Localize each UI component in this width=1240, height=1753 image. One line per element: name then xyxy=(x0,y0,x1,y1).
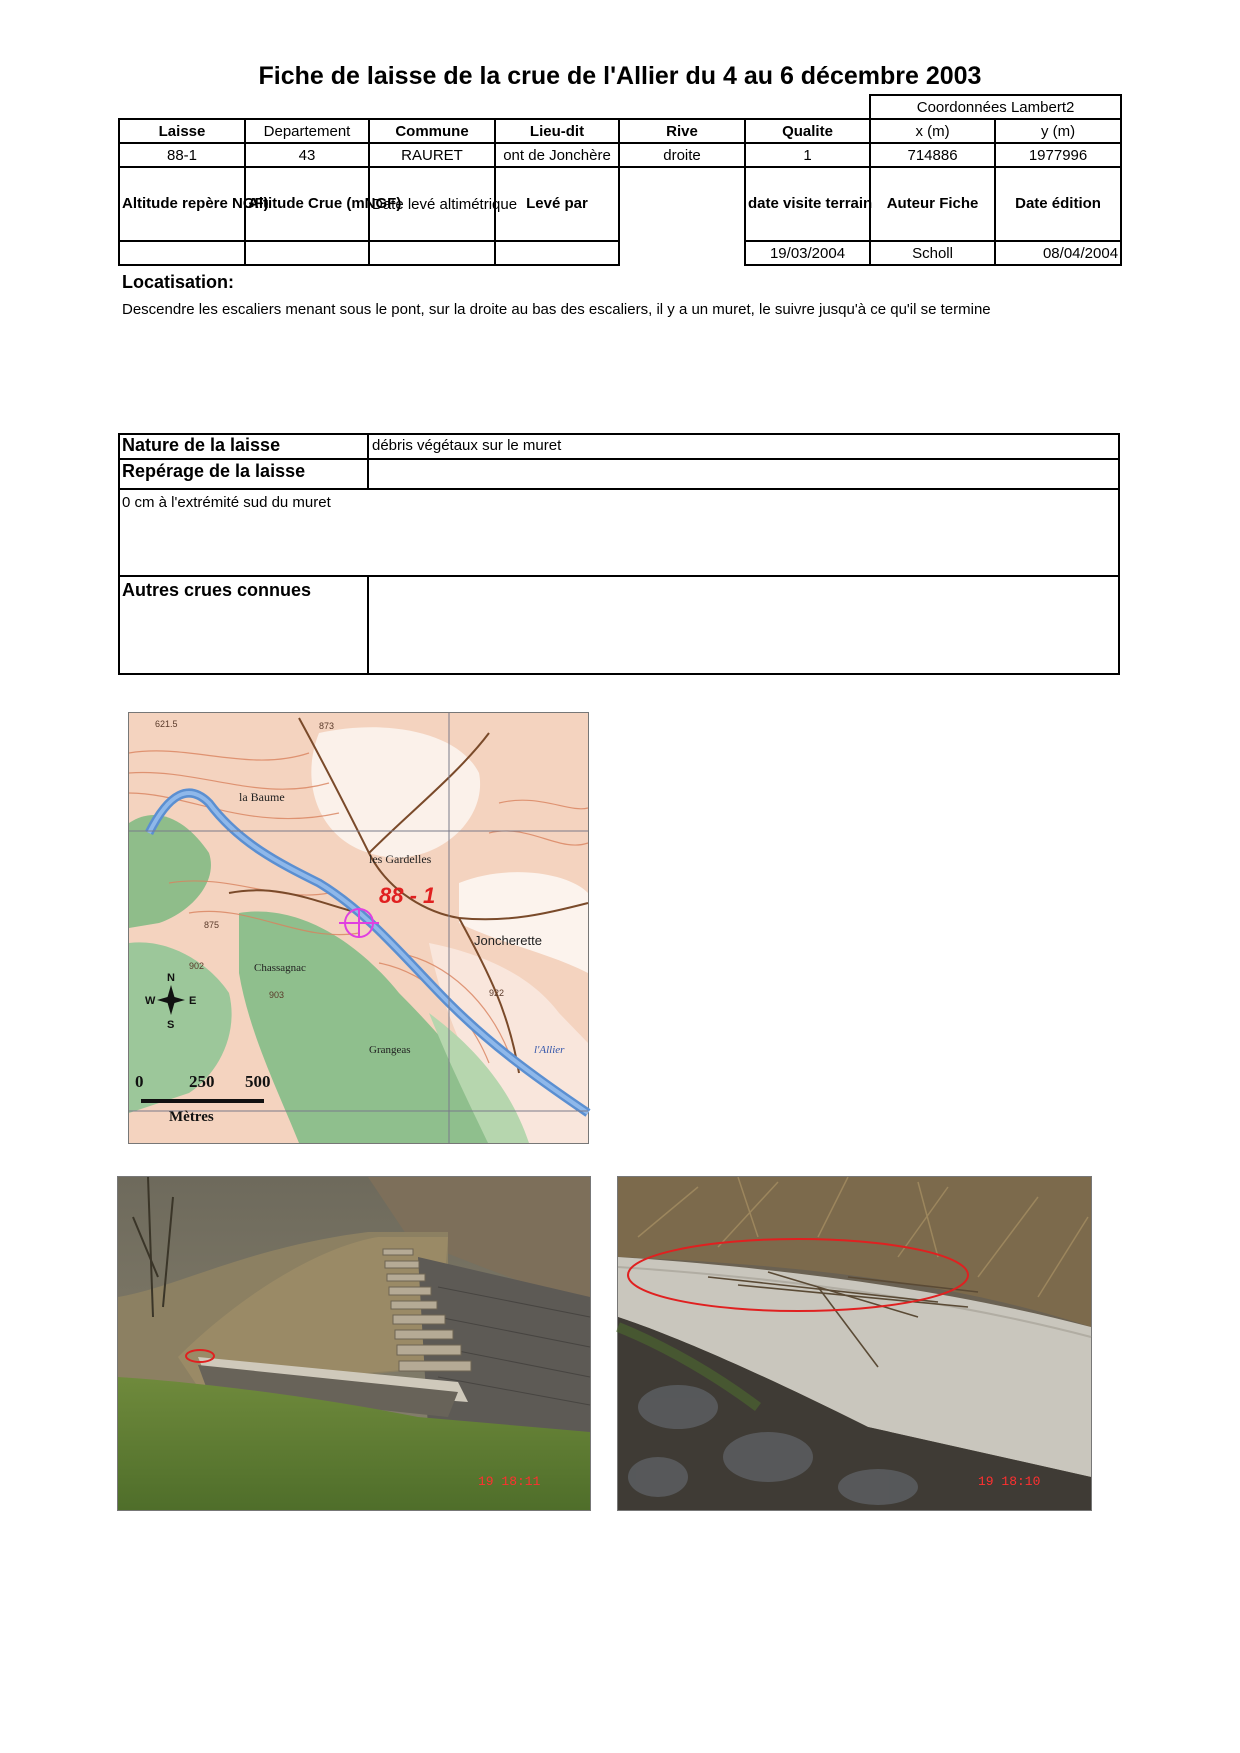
divider xyxy=(367,575,369,675)
svg-text:500: 500 xyxy=(245,1072,271,1091)
x-value: 714886 xyxy=(870,143,995,167)
lieu-dit-header: Lieu-dit xyxy=(495,119,619,143)
divider xyxy=(118,575,1120,577)
auteur-fiche-value: Scholl xyxy=(870,241,995,265)
y-value: 1977996 xyxy=(995,143,1121,167)
nature-label: Nature de la laisse xyxy=(122,435,281,455)
map-river-label: l'Allier xyxy=(534,1044,565,1056)
site-photo-muret xyxy=(617,1176,1092,1511)
map-contour-label: 621.5 xyxy=(155,719,178,729)
svg-text:250: 250 xyxy=(189,1072,215,1091)
location-map xyxy=(128,712,589,1144)
date-leve-header: Date levé altimétrique xyxy=(369,167,495,241)
departement-header: Departement xyxy=(245,119,369,143)
svg-text:Mètres: Mètres xyxy=(169,1109,214,1125)
map-place-label: Joncherette xyxy=(474,933,542,948)
date-visite-value: 19/03/2004 xyxy=(745,241,870,265)
map-contour-label: 903 xyxy=(269,990,285,1000)
map-place-label: Chassagnac xyxy=(254,962,306,974)
map-contour-label: 902 xyxy=(189,961,205,971)
leve-par-value xyxy=(495,241,619,265)
reperage-label: Repérage de la laisse xyxy=(122,461,306,481)
blank-cell xyxy=(619,167,745,265)
commune-value: RAURET xyxy=(369,143,495,167)
autres-crues-label: Autres crues connues xyxy=(122,580,312,600)
date-edition-header: Date édition xyxy=(995,167,1121,241)
coords-header: Coordonnées Lambert2 xyxy=(870,95,1121,119)
divider xyxy=(367,433,369,490)
auteur-fiche-header: Auteur Fiche xyxy=(870,167,995,241)
rive-value: droite xyxy=(619,143,745,167)
map-contour-label: 875 xyxy=(204,920,220,930)
svg-text:E: E xyxy=(189,995,197,1007)
svg-text:W: W xyxy=(145,995,156,1007)
departement-value: 43 xyxy=(245,143,369,167)
date-edition-value: 08/04/2004 xyxy=(995,241,1121,265)
header-table xyxy=(118,94,1122,266)
divider xyxy=(118,458,1120,460)
localisation-text: Descendre les escaliers menant sous le pont, sur la droite au bas des escaliers, il y a un muret, le suivre jusqu'à ce qu'il se termine xyxy=(122,301,991,318)
date-visite-header: date visite terrain xyxy=(745,167,870,241)
map-place-label: les Gardelles xyxy=(369,852,432,866)
nature-value: débris végétaux sur le muret xyxy=(372,437,562,454)
photo-timestamp: 19 18:10 xyxy=(978,1474,1041,1489)
qualite-header: Qualite xyxy=(745,119,870,143)
commune-header: Commune xyxy=(369,119,495,143)
x-header: x (m) xyxy=(870,119,995,143)
laisse-value: 88-1 xyxy=(119,143,245,167)
site-photo-stairs xyxy=(117,1176,591,1511)
map-place-label: la Baume xyxy=(239,790,285,804)
rive-header: Rive xyxy=(619,119,745,143)
svg-text:0: 0 xyxy=(135,1072,144,1091)
photo-timestamp: 19 18:11 xyxy=(478,1474,541,1489)
altitude-repere-value xyxy=(119,241,245,265)
reperage-detail: 0 cm à l'extrémité sud du muret xyxy=(122,494,331,511)
leve-par-header: Levé par xyxy=(495,167,619,241)
localisation-label: Locatisation: xyxy=(122,272,235,292)
map-contour-label: 922 xyxy=(489,988,505,998)
date-leve-value xyxy=(369,241,495,265)
page-title: Fiche de laisse de la crue de l'Allier du 4 au 6 décembre 2003 xyxy=(258,62,982,90)
svg-text:S: S xyxy=(167,1019,175,1031)
altitude-crue-header: Altitude Crue (mNGF) xyxy=(245,167,369,241)
map-contour-label: 873 xyxy=(319,721,335,731)
qualite-value: 1 xyxy=(745,143,870,167)
laisse-header: Laisse xyxy=(119,119,245,143)
lieu-dit-value: ont de Jonchère xyxy=(495,143,619,167)
map-marker-label: 88 - 1 xyxy=(379,883,436,908)
altitude-repere-header: Altitude repère NGF) xyxy=(119,167,245,241)
divider xyxy=(118,488,1120,490)
map-place-label: Grangeas xyxy=(369,1044,411,1056)
svg-text:N: N xyxy=(167,972,175,984)
y-header: y (m) xyxy=(995,119,1121,143)
altitude-crue-value xyxy=(245,241,369,265)
